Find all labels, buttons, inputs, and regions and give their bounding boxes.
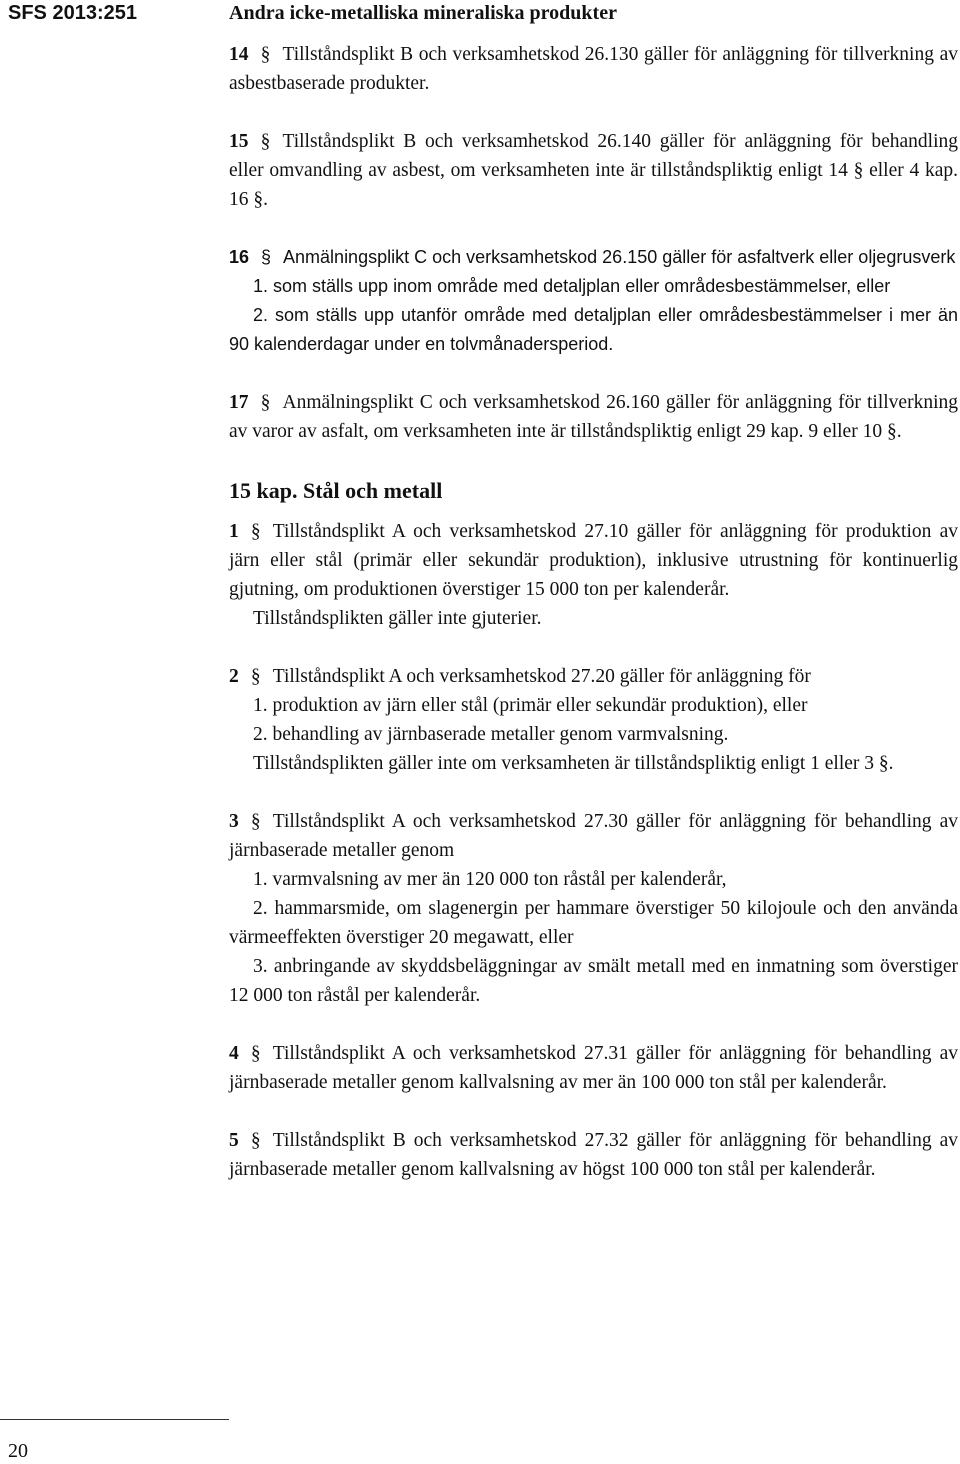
section-text: Tillståndsplikten gäller inte om verksamheten är tillståndspliktig enligt 1 eller 3 §. bbox=[253, 753, 894, 774]
section-number: 15 bbox=[229, 131, 249, 152]
chapter-number: 15 kap. bbox=[229, 478, 298, 503]
section-17 bbox=[229, 388, 958, 446]
section-5 bbox=[229, 1126, 958, 1184]
list-item: 3. anbringande av skyddsbeläggningar av smält metall med en inmatning som överstiger 12 000 ton råstål per kalenderår. bbox=[229, 956, 958, 1006]
paragraph-sign: § bbox=[260, 44, 271, 65]
paragraph-sign: § bbox=[250, 521, 261, 542]
section-2 bbox=[229, 662, 958, 778]
chapter-title: Stål och metall bbox=[302, 478, 443, 503]
section-number: 16 bbox=[229, 247, 250, 267]
section-text: Tillståndsplikt A och verksamhetskod 27.20 gäller för anläggning för bbox=[272, 666, 811, 687]
section-number: 1 bbox=[229, 521, 239, 542]
list-item: 1. varmvalsning av mer än 120 000 ton råstål per kalenderår, bbox=[253, 869, 727, 890]
section-text: Tillståndsplikt A och verksamhetskod 27.10 gäller för anläggning för produktion av järn eller stål (primär eller sekundär produktion), inklusive utrustning för kontinuerlig gjutning, om produktionen överstiger 15 000 ton per kalenderår. bbox=[229, 521, 958, 600]
section-number: 14 bbox=[229, 44, 249, 65]
list-item: 1. produktion av järn eller stål (primär eller sekundär produktion), eller bbox=[253, 695, 808, 716]
list-item: 2. som ställs upp utanför område med detaljplan eller områdesbestämmelser i mer än 90 kalenderdagar under en tolvmånadersperiod. bbox=[229, 305, 958, 354]
section-number: 2 bbox=[229, 666, 239, 687]
section-1 bbox=[229, 517, 958, 633]
section-16 bbox=[229, 243, 958, 359]
footer-divider bbox=[0, 1419, 229, 1420]
paragraph-sign: § bbox=[260, 131, 271, 152]
paragraph-sign: § bbox=[250, 811, 261, 832]
paragraph-sign: § bbox=[250, 666, 261, 687]
sfs-number: SFS 2013:251 bbox=[8, 2, 137, 24]
section-text: Anmälningsplikt C och verksamhetskod 26.150 gäller för asfaltverk eller oljegrusverk bbox=[283, 247, 956, 267]
section-14 bbox=[229, 40, 958, 98]
section-text: Tillståndsplikt B och verksamhetskod 27.32 gäller för anläggning för behandling av järnbaserade metaller genom kallvalsning av högst 100 000 ton stål per kalenderår. bbox=[229, 1130, 958, 1180]
list-item: 2. behandling av järnbaserade metaller genom varmvalsning. bbox=[253, 724, 729, 745]
section-number: 4 bbox=[229, 1043, 239, 1064]
section-text: Tillståndsplikt A och verksamhetskod 27.31 gäller för anläggning för behandling av järnbaserade metaller genom kallvalsning av mer än 100 000 ton stål per kalenderår. bbox=[229, 1043, 958, 1093]
section-number: 17 bbox=[229, 392, 249, 413]
paragraph-sign: § bbox=[260, 392, 271, 413]
section-text: Tillståndsplikt A och verksamhetskod 27.30 gäller för anläggning för behandling av järnbaserade metaller genom bbox=[229, 811, 958, 861]
section-text: Tillståndsplikten gäller inte gjuterier. bbox=[253, 608, 542, 629]
section-text: Tillståndsplikt B och verksamhetskod 26.130 gäller för anläggning för tillverkning av asbestbaserade produkter. bbox=[229, 44, 958, 94]
page-number: 20 bbox=[8, 1440, 28, 1462]
section-text: Anmälningsplikt C och verksamhetskod 26.160 gäller för anläggning för tillverkning av varor av asfalt, om verksamheten inte är tillståndspliktig enligt 29 kap. 9 eller 10 §. bbox=[229, 392, 958, 442]
list-item: 1. som ställs upp inom område med detaljplan eller områdesbestämmelser, eller bbox=[253, 276, 891, 296]
paragraph-sign: § bbox=[250, 1130, 261, 1151]
chapter-heading bbox=[229, 475, 958, 507]
page-header-title: Andra icke-metalliska mineraliska produkter bbox=[229, 2, 617, 24]
section-3 bbox=[229, 807, 958, 1010]
paragraph-sign: § bbox=[261, 247, 272, 267]
section-number: 5 bbox=[229, 1130, 239, 1151]
section-text: Tillståndsplikt B och verksamhetskod 26.140 gäller för anläggning för behandling eller omvandling av asbest, om verksamheten inte är tillståndspliktig enligt 14 § eller 4 kap. 16 §. bbox=[229, 131, 958, 210]
section-4 bbox=[229, 1039, 958, 1097]
section-number: 3 bbox=[229, 811, 239, 832]
paragraph-sign: § bbox=[250, 1043, 261, 1064]
list-item: 2. hammarsmide, om slagenergin per hammare överstiger 50 kilojoule och den använda värmeeffekten överstiger 20 megawatt, eller bbox=[229, 898, 958, 948]
section-15 bbox=[229, 127, 958, 214]
document-body bbox=[229, 40, 958, 1213]
